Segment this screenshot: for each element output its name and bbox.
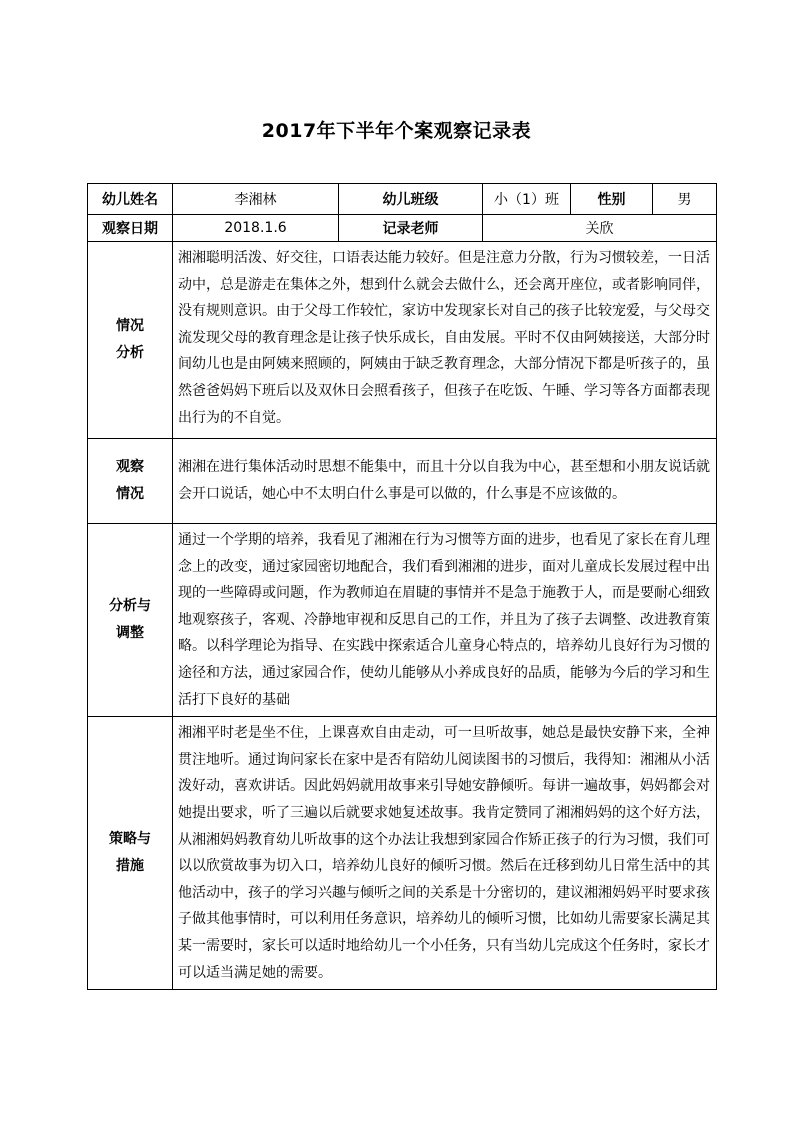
child-class-value: 小（1）班 bbox=[483, 184, 571, 215]
situation-analysis-label-line2: 分析 bbox=[116, 345, 144, 361]
situation-analysis-row bbox=[88, 242, 717, 439]
analysis-adjustment-text: 通过一个学期的培养，我看见了湘湘在行为习惯等方面的进步，也看见了家长在育儿理念上的改变，通过家园密切地配合，我们看到湘湘的进步，面对儿童成长发展过程中出现的一些障碍或问题，作为教师迫在眉睫的事情并不是急于施教于人，而是要耐心细致地观察孩子，客观、冷静地审视和反思自己的工作，并且为了孩子去调整、改进教育策略。以科学理论为指导、在实践中探索适合儿童身心特点的，培养幼儿良好行为习惯的途径和方法，通过家园合作，使幼儿能够从小养成良好的品质，能够为今后的学习和生活打下良好的基础 bbox=[173, 524, 717, 717]
observation-label-line2: 情况 bbox=[116, 486, 144, 502]
situation-analysis-text: 湘湘聪明活泼、好交往，口语表达能力较好。但是注意力分散，行为习惯较差，一日活动中，总是游走在集体之外，想到什么就会去做什么，还会离开座位，或者影响同伴，没有规则意识。由于父母工作较忙，家访中发现家长对自己的孩子比较宠爱，与父母交流发现父母的教育理念是让孩子快乐成长，自由发展。平时不仅由阿姨接送，大部分时间幼儿也是由阿姨来照顾的，阿姨由于缺乏教育理念，大部分情况下都是听孩子的，虽然爸爸妈妈下班后以及双休日会照看孩子，但孩子在吃饭、午睡、学习等各方面都表现出行为的不自觉。 bbox=[173, 242, 717, 439]
strategy-measures-row bbox=[88, 717, 717, 990]
strategy-measures-label bbox=[88, 717, 173, 990]
child-name-label: 幼儿姓名 bbox=[88, 184, 173, 215]
analysis-adjustment-row bbox=[88, 524, 717, 717]
observation-label-line1: 观察 bbox=[116, 459, 144, 475]
analysis-adjustment-label bbox=[88, 524, 173, 717]
recording-teacher-value: 关欣 bbox=[483, 215, 717, 242]
observation-date-value: 2018.1.6 bbox=[173, 215, 339, 242]
observation-label bbox=[88, 439, 173, 524]
situation-analysis-label bbox=[88, 242, 173, 439]
strategy-measures-label-line2: 措施 bbox=[116, 858, 144, 875]
gender-label: 性别 bbox=[571, 184, 653, 215]
page-title: 2017年下半年个案观察记录表 bbox=[261, 120, 532, 142]
situation-analysis-label-line1: 情况 bbox=[116, 318, 144, 334]
info-row-2 bbox=[88, 215, 717, 242]
info-row-1 bbox=[88, 184, 717, 215]
observation-row bbox=[88, 439, 717, 524]
analysis-adjustment-label-line1: 分析与 bbox=[109, 598, 151, 615]
strategy-measures-text: 湘湘平时老是坐不住，上课喜欢自由走动，可一旦听故事，她总是最快安静下来，全神贯注地听。通过询问家长在家中是否有陪幼儿阅读图书的习惯后，我得知：湘湘从小活泼好动，喜欢讲话。因此妈妈就用故事来引导她安静倾听。每讲一遍故事，妈妈都会对她提出要求，听了三遍以后就要求她复述故事。我肯定赞同了湘湘妈妈的这个好方法，从湘湘妈妈教育幼儿听故事的这个办法让我想到家园合作矫正孩子的行为习惯，我们可以以欣赏故事为切入口，培养幼儿良好的倾听习惯。然后在迁移到幼儿日常生活中的其他活动中，孩子的学习兴趣与倾听之间的关系是十分密切的，建议湘湘妈妈平时要求孩子做其他事情时，可以利用任务意识，培养幼儿的倾听习惯，比如幼儿需要家长满足其某一需要时，家长可以适时地给幼儿一个小任务，只有当幼儿完成这个任务时，家长才可以适当满足她的需要。 bbox=[173, 717, 717, 990]
child-name-value: 李湘林 bbox=[173, 184, 339, 215]
observation-text: 湘湘在进行集体活动时思想不能集中，而且十分以自我为中心，甚至想和小朋友说话就会开口说话，她心中不太明白什么事是可以做的，什么事是不应该做的。 bbox=[173, 439, 717, 524]
analysis-adjustment-label-line2: 调整 bbox=[116, 625, 144, 642]
gender-value: 男 bbox=[653, 184, 717, 215]
observation-date-label: 观察日期 bbox=[88, 215, 173, 242]
observation-record-table bbox=[87, 183, 717, 990]
child-class-label: 幼儿班级 bbox=[339, 184, 483, 215]
recording-teacher-label: 记录老师 bbox=[339, 215, 483, 242]
strategy-measures-label-line1: 策略与 bbox=[109, 831, 151, 848]
